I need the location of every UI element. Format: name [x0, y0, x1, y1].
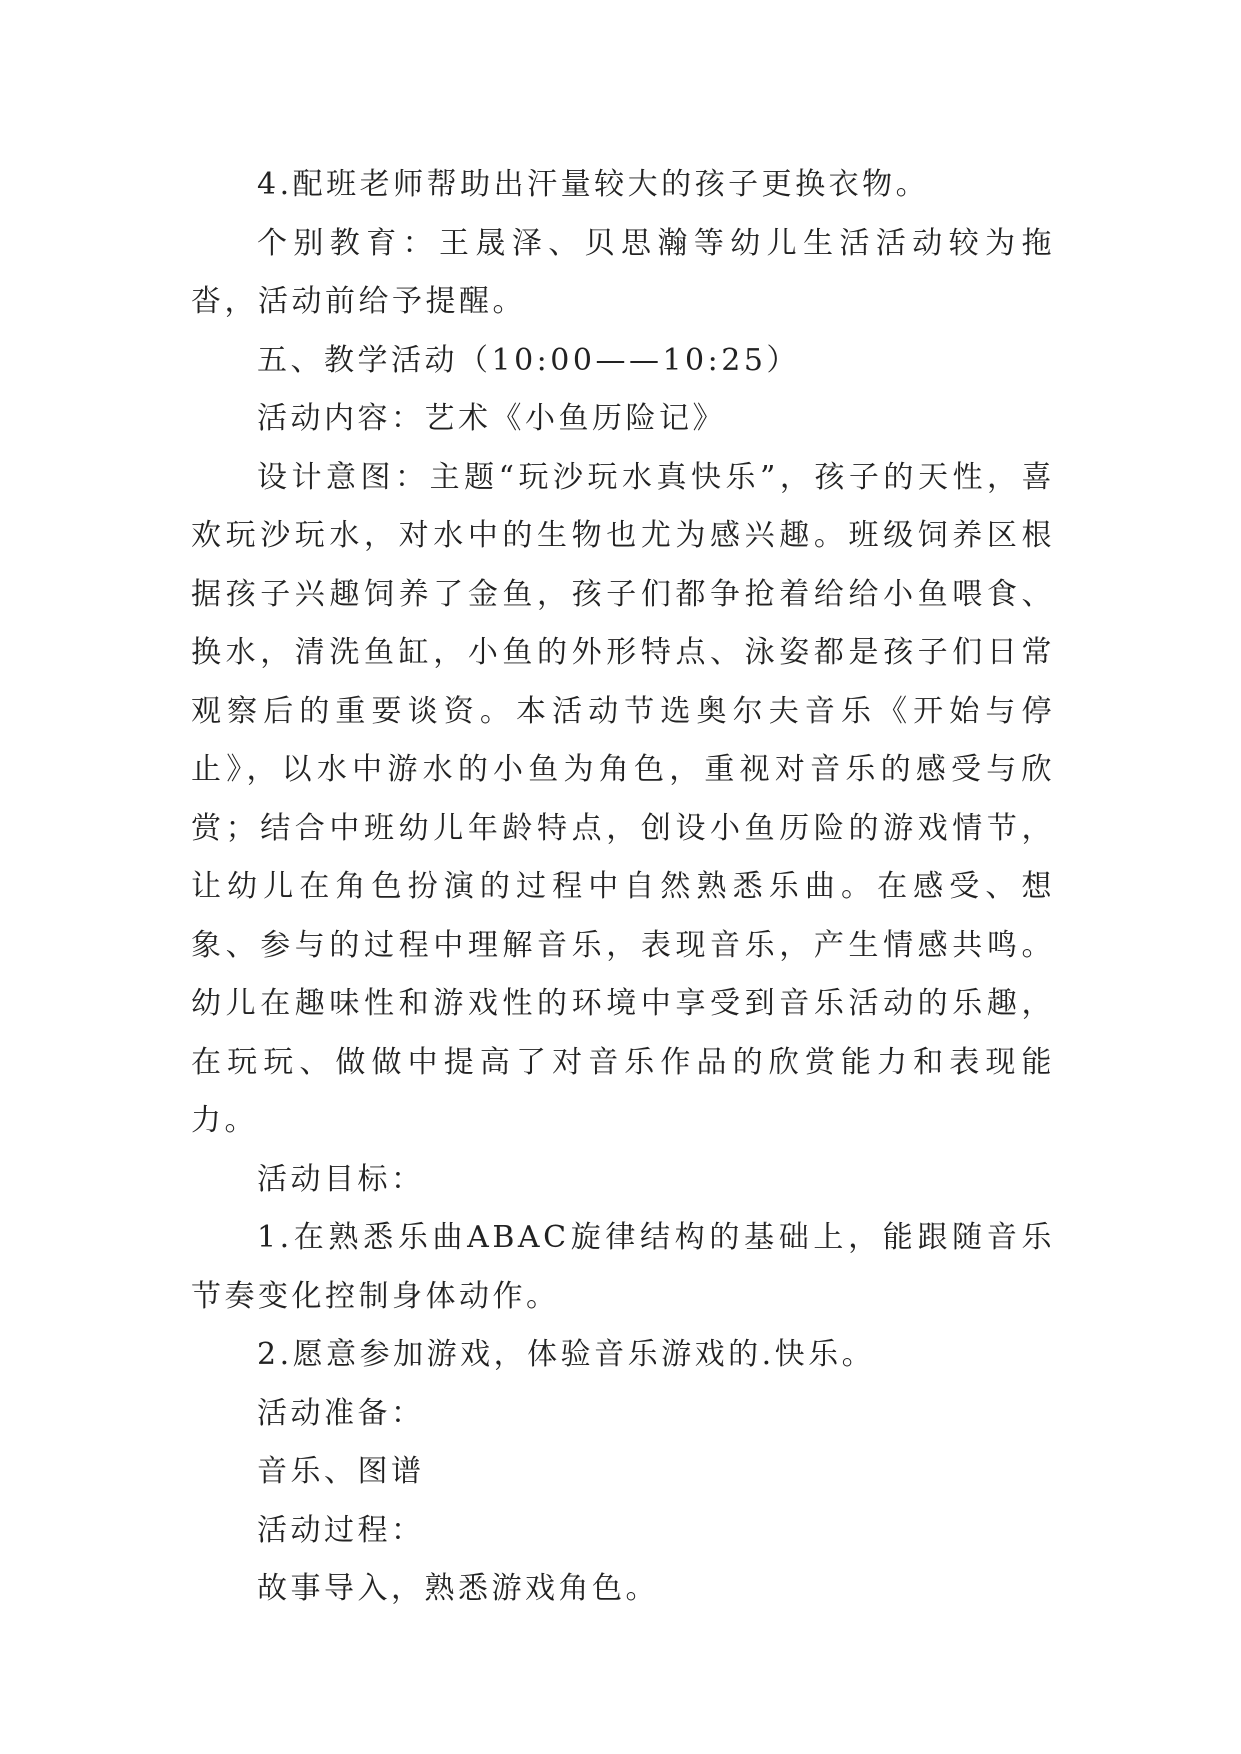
paragraph-individual-education: 个别教育：王晟泽、贝思瀚等幼儿生活活动较为拖沓，活动前给予提醒。 — [191, 225, 1055, 319]
goal-item-1: 1.在熟悉乐曲ABAC旋律结构的基础上，能跟随音乐节奏变化控制身体动作。 — [191, 1220, 1055, 1314]
heading-activity-goals: 活动目标： — [257, 1161, 425, 1197]
section-heading-teaching-activity: 五、教学活动（10:00——10:25） — [257, 342, 800, 378]
heading-activity-process: 活动过程： — [257, 1512, 425, 1548]
paragraph-activity-content: 活动内容：艺术《小鱼历险记》 — [257, 401, 726, 436]
heading-activity-preparation: 活动准备： — [257, 1395, 425, 1431]
paragraph-clothing-change: 4.配班老师帮助出汗量较大的孩子更换衣物。 — [257, 167, 930, 202]
paragraph-design-intent: 设计意图：主题“玩沙玩水真快乐”，孩子的天性，喜欢玩沙玩水，对水中的生物也尤为感兴趣。班级饲养区根据孩子兴趣饲养了金鱼，孩子们都争抢着给给小鱼喂食、换水，清洗鱼缸，小鱼的外形特点、泳姿都是孩子们日常观察后的重要谈资。本活动节选奥尔夫音乐《开始与停止》，以水中游水的小鱼为角色，重视对音乐的感受与欣赏；结合中班幼儿年龄特点，创设小鱼历险的游戏情节，让幼儿在角色扮演的过程中自然熟悉乐曲。在感受、想象、参与的过程中理解音乐，表现音乐，产生情感共鸣。幼儿在趣味性和游戏性的环境中享受到音乐活动的乐趣，在玩玩、做做中提高了对音乐作品的欣赏能力和表现能力。 — [191, 459, 1055, 1138]
goal-item-2: 2.愿意参加游戏，体验音乐游戏的.快乐。 — [257, 1337, 876, 1372]
paragraph-story-introduction: 故事导入，熟悉游戏角色。 — [257, 1571, 659, 1606]
paragraph-preparation-materials: 音乐、图谱 — [257, 1454, 425, 1489]
document-body — [191, 156, 1055, 1619]
